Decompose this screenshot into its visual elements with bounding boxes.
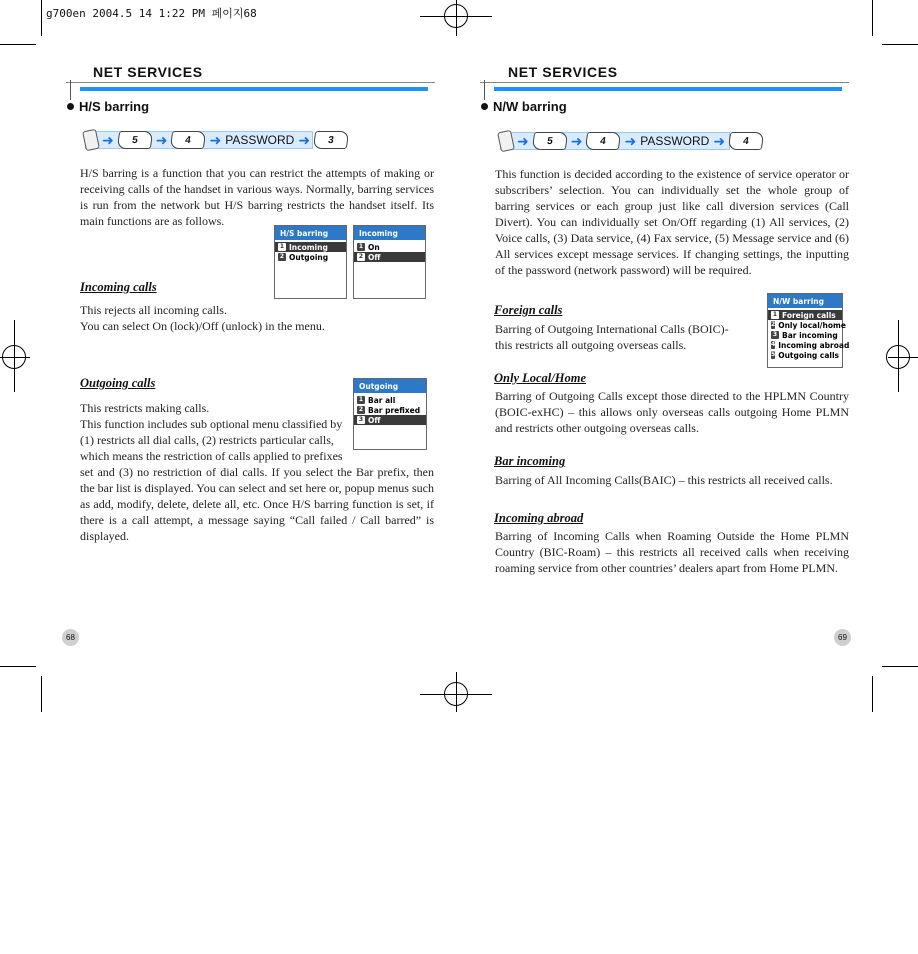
- item-label: Bar incoming: [782, 330, 838, 340]
- item-label: Bar prefixed: [368, 405, 421, 415]
- outgoing-calls-heading: Outgoing calls: [80, 376, 156, 390]
- key-4: 4: [585, 132, 622, 150]
- hs-barring-screen: [274, 225, 347, 299]
- screen-item: [354, 415, 426, 425]
- bar-incoming-heading: Bar incoming: [494, 454, 566, 468]
- only-local-heading: Only Local/Home: [494, 371, 586, 385]
- screen-item: [354, 395, 426, 405]
- right-header-rule: [494, 87, 842, 91]
- key-4: 4: [170, 131, 207, 149]
- incoming-abroad-paragraph: Barring of Incoming Calls when Roaming Outside the Home PLMN Country (BIC-Roam) – this restricts all received calls when receiving roaming service from other countries’ dealers apart from Home PLMN.: [495, 529, 849, 575]
- incoming-calls-heading: Incoming calls: [80, 280, 157, 294]
- screen-item: [354, 242, 425, 252]
- right-subtitle: [481, 99, 567, 114]
- item-number: 2: [358, 253, 364, 260]
- outgoing-line-2: This function includes sub optional menu classified by: [80, 417, 343, 431]
- item-label: Outgoing: [289, 252, 329, 262]
- key-4: 4: [728, 132, 765, 150]
- foreign-calls-line-2: this restricts all outgoing overseas calls.: [495, 338, 687, 352]
- right-section-title: NET SERVICES: [508, 64, 618, 80]
- item-label: Off: [368, 252, 381, 262]
- screen-item: [768, 310, 842, 320]
- item-label: On: [368, 242, 380, 252]
- item-label: Incoming abroad: [778, 340, 850, 350]
- password-label: PASSWORD: [225, 133, 295, 147]
- right-subtitle-text: N/W barring: [493, 99, 567, 114]
- item-number: 2: [358, 406, 364, 413]
- item-label: Off: [368, 415, 381, 425]
- arrow-icon: ➜: [155, 132, 168, 148]
- arrow-icon: ➜: [209, 132, 222, 148]
- key-5: 5: [116, 131, 153, 149]
- screen-item: [768, 340, 850, 350]
- screen-item: [354, 405, 426, 415]
- item-number: 1: [772, 311, 778, 318]
- incoming-calls-line-2: You can select On (lock)/Off (unlock) in the menu.: [80, 319, 325, 333]
- arrow-icon: ➜: [298, 132, 311, 148]
- page-number-left: 68: [62, 629, 79, 646]
- nw-barring-screen: [767, 293, 850, 368]
- foreign-calls-heading: Foreign calls: [494, 303, 563, 317]
- item-label: Bar all: [368, 395, 396, 405]
- item-number: 1: [358, 243, 364, 250]
- right-header-thin-rule: [480, 82, 849, 83]
- item-label: Only local/home: [778, 320, 846, 330]
- screen-item: [768, 320, 846, 330]
- left-section-title: NET SERVICES: [93, 64, 203, 80]
- screen-item: [275, 242, 346, 252]
- item-label: Incoming: [289, 242, 328, 252]
- arrow-icon: ➜: [102, 132, 114, 148]
- item-label: Foreign calls: [782, 310, 836, 320]
- item-number: 1: [279, 243, 285, 250]
- bullet-icon: [67, 103, 74, 110]
- item-number: 3: [358, 416, 364, 423]
- left-subtitle: [67, 99, 149, 114]
- screen-title: H/S barring: [275, 226, 346, 240]
- item-number: 5: [771, 351, 776, 358]
- bullet-icon: [481, 103, 488, 110]
- incoming-calls-line-1: This rejects all incoming calls.: [80, 303, 227, 317]
- arrow-icon: ➜: [713, 133, 726, 149]
- screen-title: Outgoing: [354, 379, 426, 393]
- outgoing-line-4: which means the restriction of calls applied to prefixes: [80, 449, 343, 463]
- outgoing-line-1: This restricts making calls.: [80, 401, 210, 415]
- item-number: 3: [772, 331, 778, 338]
- left-header-rule: [80, 87, 428, 91]
- screen-title: Incoming: [354, 226, 425, 240]
- item-number: 2: [279, 253, 285, 260]
- only-local-paragraph: Barring of Outgoing Calls except those directed to the HPLMN Country (BOIC-exHC) – this allows only overseas calls outgoing Home PLMN and restricts other outgoing overseas calls.: [495, 389, 849, 435]
- screen-item: [275, 252, 346, 262]
- print-slug: g700en 2004.5 14 1:22 PM 페이지68: [46, 7, 257, 20]
- password-label: PASSWORD: [640, 134, 710, 148]
- menu-key-icon: [497, 130, 515, 152]
- left-intro-paragraph: H/S barring is a function that you can restrict the attempts of making or receiving calls of the handset in various ways. Normally, barring services is run from the network but H/S barring restricts the handset itself. Its main functions are as follows.: [80, 166, 434, 228]
- key-3: 3: [313, 131, 350, 149]
- right-key-sequence: [499, 131, 763, 151]
- screen-item: [768, 330, 842, 340]
- outgoing-rest-paragraph: set and (3) no restriction of dial calls. If you select the Bar prefix, then the bar list is displayed. You can select and set here or, popup menus such as add, modify, delete, delete all, etc. Once H/S barring function is set, if there is a call attempt, a message saying “Call failed / Call barred” is displayed.: [80, 465, 434, 543]
- item-number: 4: [771, 341, 776, 348]
- left-key-sequence: [84, 130, 348, 150]
- outgoing-line-3: (1) restricts all dial calls, (2) restricts particular calls,: [80, 433, 334, 447]
- left-header-thin-rule: [66, 82, 435, 83]
- screen-item: [354, 252, 425, 262]
- arrow-icon: ➜: [570, 133, 583, 149]
- page-number-right: 69: [834, 629, 851, 646]
- item-number: 2: [771, 321, 776, 328]
- outgoing-screen: [353, 378, 427, 450]
- screen-title: N/W barring: [768, 294, 842, 308]
- bar-incoming-paragraph: Barring of All Incoming Calls(BAIC) – this restricts all received calls.: [495, 473, 833, 487]
- item-label: Outgoing calls: [778, 350, 840, 360]
- screen-item: [768, 350, 842, 360]
- foreign-calls-line-1: Barring of Outgoing International Calls (BOIC)-: [495, 322, 729, 336]
- arrow-icon: ➜: [517, 133, 529, 149]
- menu-key-icon: [82, 129, 100, 151]
- arrow-icon: ➜: [624, 133, 637, 149]
- key-5: 5: [531, 132, 568, 150]
- right-intro-paragraph: This function is decided according to the existence of service operator or subscribers’ selection. You can individually set the whole group of barring services or each group just like call diversion services (Call Divert). You can individually set On/Off regarding (1) All services, (2) Voice calls, (3) Data service, (4) Fax service, (5) Message service and (6) All services except message services. If changing settings, the inputting of the password (network password) will be required.: [495, 167, 849, 277]
- left-subtitle-text: H/S barring: [79, 99, 150, 114]
- incoming-screen: [353, 225, 426, 299]
- item-number: 1: [358, 396, 364, 403]
- incoming-abroad-heading: Incoming abroad: [494, 511, 584, 525]
